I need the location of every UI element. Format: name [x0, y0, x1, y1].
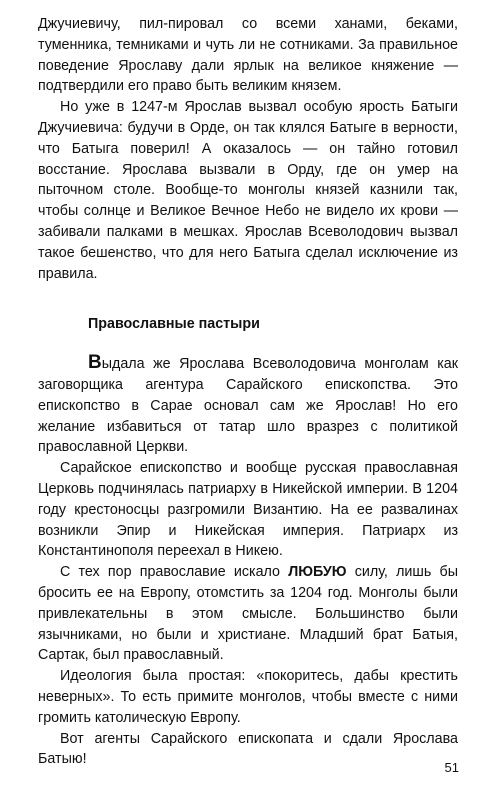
section-gap: [38, 284, 458, 314]
any-force-before: С тех пор православие искало: [60, 564, 289, 581]
paragraph-agents: Вот агенты Сарайского епископата и сдали Ярослава Батыю!: [38, 730, 458, 768]
section-heading: Православные пастыри: [88, 316, 260, 333]
any-force-bold-word: ЛЮБУЮ: [288, 564, 347, 581]
lead-text: ыдала же Ярослава Всеволодовича монголам как заговорщика агентура Сарайского епископства. Это епископство в Сарае основал сам же Ярослав! Но его желание избавиться от татар шло вразрез с политикой православной Церкви.: [38, 356, 458, 456]
drop-letter: В: [88, 352, 102, 374]
paragraph-khan-feast: Джучиевичу, пил-пировал со всеми ханами, беками, туменника, темниками и чуть ли не сотниками. За правильное поведение Ярославу дали ярлык на великое княжение — подтвердили его право быть великим князем.: [38, 16, 458, 95]
paragraph-yaroslav-death: Но уже в 1247-м Ярослав вызвал особую ярость Батыги Джучиевича: будучи в Орде, он так клялся Батыге в верности, что Батыга поверил! А оказалось — он тайно готовил восстание. Ярослава вызвали в Орду, где он умер на пыточном столе. Вообще-то монголы князей казнили так, чтобы солнце и Великое Вечное Небо не видело их крови — забивали палками в мешках. Ярослав Всеволодович вызвал такое бешенство, что для него Батыга сделал исключение из правила.: [38, 99, 458, 282]
page-number: 51: [444, 760, 459, 775]
paragraph-ideology: Идеология была простая: «покоритесь, дабы крестить неверных». То есть примите монголов, чтобы вместе с ними громить католическую Европу.: [38, 668, 458, 726]
paragraph-lead: [38, 353, 458, 458]
paragraph-any-force: [38, 562, 458, 666]
paragraph-church: Сарайское епископство и вообще русская православная Церковь подчинялась патриарху в Никейской империи. В 1204 году крестоносцы разгромили Византию. На ее развалинах возникли Эпир и Никейская империя. Патриарх из Константинополя переехал в Никею.: [38, 460, 458, 560]
book-page: [38, 14, 458, 770]
any-force-after: силу, лишь бы бросить ее на Европу, отомстить за 1204 год. Монголы были привлекательны в этом смысле. Большинство были язычниками, но были и христиане. Младший брат Батыя, Сартак, был православный.: [38, 564, 458, 664]
